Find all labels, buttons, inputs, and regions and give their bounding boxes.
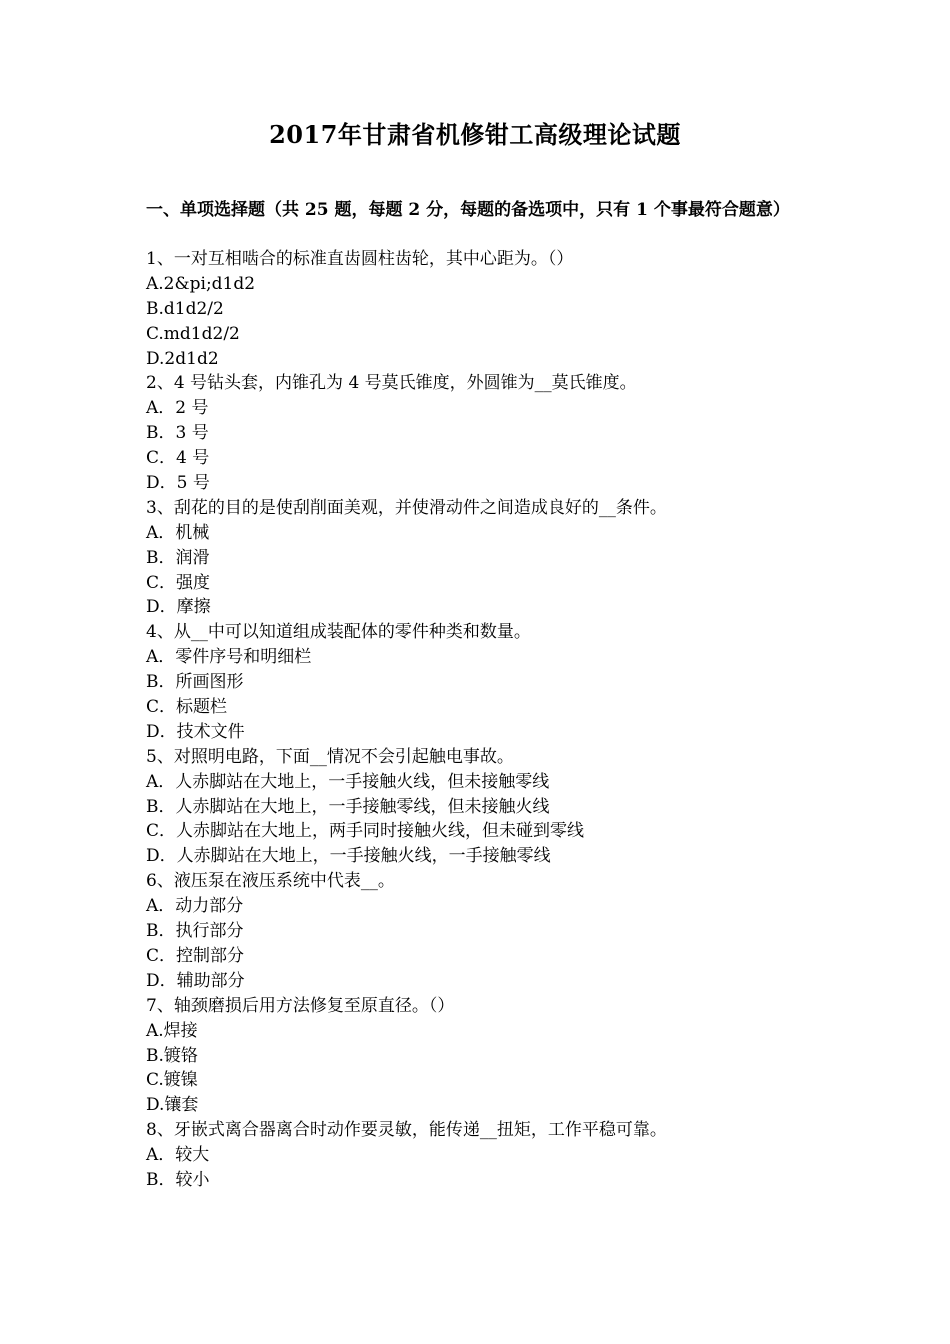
answer-option: B.d1d2/2 xyxy=(146,298,224,319)
answer-option: B．3 号 xyxy=(146,423,209,444)
answer-option: C．人赤脚站在大地上，两手同时接触火线，但未碰到零线 xyxy=(146,821,585,842)
answer-option: D．摩擦 xyxy=(146,597,211,618)
answer-option: B．所画图形 xyxy=(146,672,244,693)
answer-option: B.镀铬 xyxy=(146,1045,198,1066)
answer-option: A．机械 xyxy=(146,522,210,543)
section-heading: 一、单项选择题（共 25 题，每题 2 分，每题的备选项中，只有 1 个事最符合题意） xyxy=(146,200,790,220)
answer-option: D．技术文件 xyxy=(146,721,245,742)
document-title: 2017年甘肃省机修钳工高级理论试题 xyxy=(269,120,681,149)
answer-option: A．零件序号和明细栏 xyxy=(146,647,312,668)
answer-option: C．控制部分 xyxy=(146,945,245,966)
question-stem: 2、4 号钻头套，内锥孔为 4 号莫氏锥度，外圆锥为__莫氏锥度。 xyxy=(146,373,637,394)
answer-option: A．人赤脚站在大地上，一手接触火线，但未接触零线 xyxy=(146,771,550,792)
question-stem: 3、刮花的目的是使刮削面美观，并使滑动件之间造成良好的__条件。 xyxy=(146,497,667,518)
answer-option: C．标题栏 xyxy=(146,697,228,718)
answer-option: B．润滑 xyxy=(146,547,210,568)
answer-option: C.镀镍 xyxy=(146,1070,198,1091)
answer-option: D．辅助部分 xyxy=(146,970,245,991)
question-stem: 6、液压泵在液压系统中代表__。 xyxy=(146,871,395,892)
answer-option: B．较小 xyxy=(146,1169,210,1190)
answer-option: D.镶套 xyxy=(146,1095,199,1116)
question-stem: 8、牙嵌式离合器离合时动作要灵敏，能传递__扭矩，工作平稳可靠。 xyxy=(146,1120,667,1141)
answer-option: D．人赤脚站在大地上，一手接触火线，一手接触零线 xyxy=(146,846,551,867)
question-list xyxy=(146,247,826,1193)
answer-option: C．4 号 xyxy=(146,448,210,469)
answer-option: B．人赤脚站在大地上，一手接触零线，但未接触火线 xyxy=(146,796,550,817)
question-stem: 5、对照明电路，下面__情况不会引起触电事故。 xyxy=(146,746,514,767)
answer-option: D.2d1d2 xyxy=(146,348,219,369)
answer-option: A.2&pi;d1d2 xyxy=(146,273,256,294)
answer-option: A.焊接 xyxy=(146,1020,198,1041)
answer-option: A．较大 xyxy=(146,1145,210,1166)
answer-option: C.md1d2/2 xyxy=(146,323,240,344)
answer-option: D．5 号 xyxy=(146,473,210,494)
question-stem: 1、一对互相啮合的标准直齿圆柱齿轮，其中心距为。（） xyxy=(146,249,574,269)
question-stem: 4、从__中可以知道组成装配体的零件种类和数量。 xyxy=(146,622,531,643)
answer-option: A．2 号 xyxy=(146,398,209,419)
question-stem: 7、轴颈磨损后用方法修复至原直径。（） xyxy=(146,995,455,1016)
answer-option: B．执行部分 xyxy=(146,921,244,942)
answer-option: A．动力部分 xyxy=(146,896,244,917)
answer-option: C．强度 xyxy=(146,572,211,593)
